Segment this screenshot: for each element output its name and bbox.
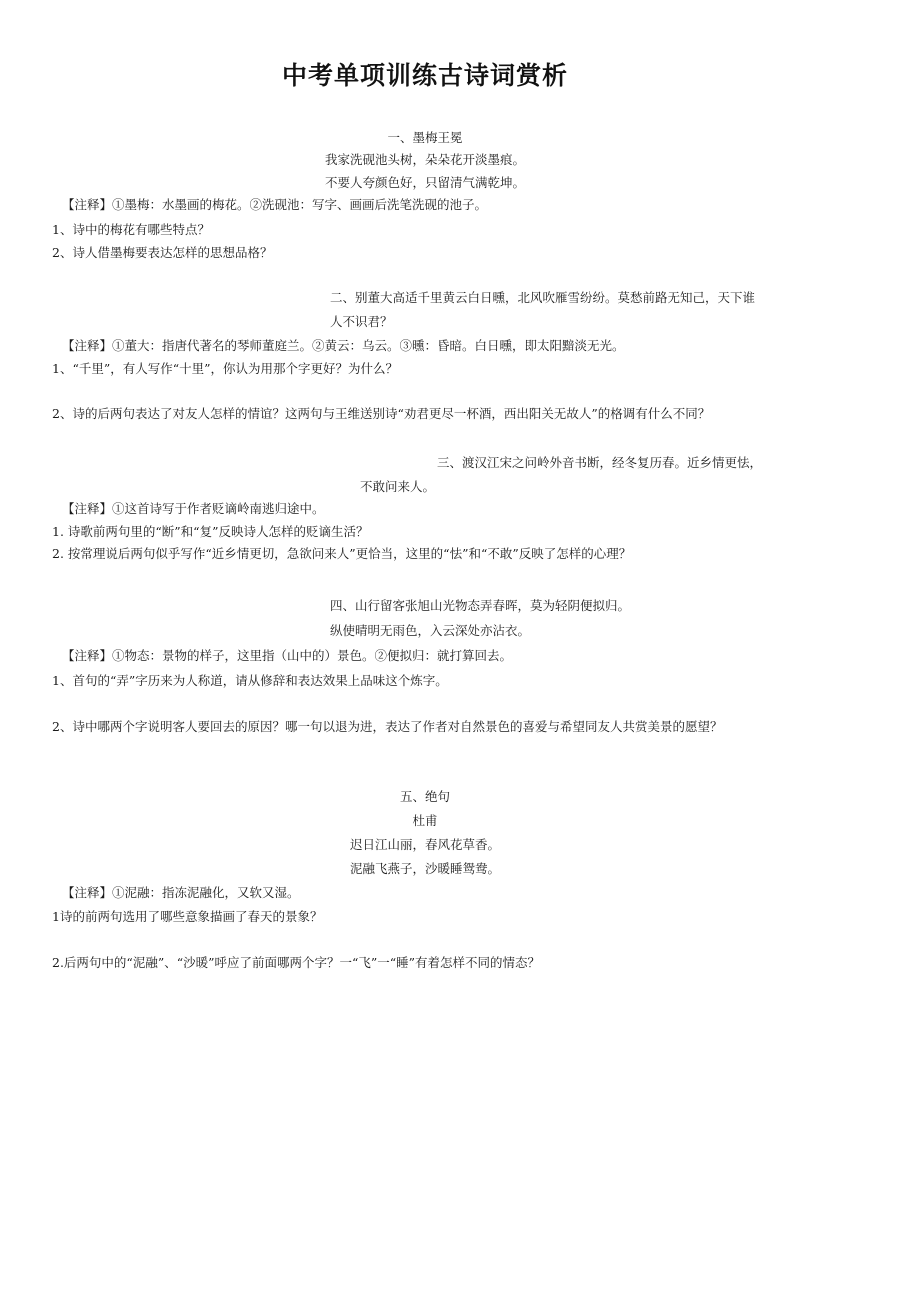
section-4-note: 【注释】①物态：景物的样子，这里指（山中的）景色。②便拟归：就打算回去。 <box>62 648 513 663</box>
section-5-poem-line: 泥融飞燕子，沙暖睡鸳鸯。 <box>349 861 500 876</box>
section-5-question-1: 1诗的前两句选用了哪些意象描画了春天的景象？ <box>52 909 323 924</box>
section-5-question-2: 2.后两句中的“泥融”、“沙暖”呼应了前面哪两个字？一“飞”一“睡”有着怎样不同的情态？ <box>52 955 541 970</box>
section-3-note: 【注释】①这首诗写于作者贬谪岭南逃归途中。 <box>62 501 325 516</box>
section-2-note: 【注释】①董大：指唐代著名的琴师董庭兰。②黄云：乌云。③曛：昏暗。白日曛，即太阳黯淡无光。 <box>62 338 625 353</box>
section-4-question-2: 2、诗中哪两个字说明客人要回去的原因？哪一句以退为进，表达了作者对自然景色的喜爱与希望同友人共赏美景的愿望？ <box>52 719 723 734</box>
section-2-question-2: 2、诗的后两句表达了对友人怎样的情谊？这两句与王维送别诗“劝君更尽一杯酒，西出阳关无故人”的格调有什么不同？ <box>52 406 711 421</box>
section-5-author: 杜甫 <box>412 813 438 828</box>
section-4-heading: 四、山行留客张旭山光物态弄春晖，莫为轻阴便拟归。 <box>330 598 631 613</box>
section-2-question-1: 1、“千里”，有人写作“十里”，你认为用那个字更好？为什么？ <box>52 361 399 376</box>
section-5-heading: 五、绝句 <box>399 789 450 804</box>
section-3-heading-cont: 不敢问来人。 <box>360 479 436 494</box>
section-4-poem-line: 纵使晴明无雨色，入云深处亦沾衣。 <box>330 623 531 638</box>
page-title: 中考单项训练古诗词赏析 <box>281 61 568 90</box>
section-4-question-1: 1、首句的“弄”字历来为人称道，请从修辞和表达效果上品味这个炼字。 <box>52 673 448 688</box>
section-5-poem-line: 迟日江山丽，春风花草香。 <box>349 837 500 852</box>
section-2-heading-cont: 人不识君？ <box>330 314 393 329</box>
section-1-heading: 一、墨梅王冕 <box>387 130 463 145</box>
section-1-poem-line: 不要人夸颜色好，只留清气满乾坤。 <box>324 175 525 190</box>
section-1-question-2: 2、诗人借墨梅要表达怎样的思想品格？ <box>52 245 273 260</box>
section-3-question-1: 1. 诗歌前两句里的“断”和“复”反映诗人怎样的贬谪生活？ <box>52 524 369 539</box>
section-1-note: 【注释】①墨梅：水墨画的梅花。②洗砚池：写字、画画后洗笔洗砚的池子。 <box>62 197 488 212</box>
section-2-heading: 二、别董大高适千里黄云白日曛，北风吹雁雪纷纷。莫愁前路无知己，天下谁 <box>330 290 756 305</box>
section-5-note: 【注释】①泥融：指冻泥融化，又软又湿。 <box>62 885 300 900</box>
section-3-question-2: 2. 按常理说后两句似乎写作“近乡情更切，急欲问来人”更恰当，这里的“怯”和“不敢”反映了怎样的心理？ <box>52 546 632 561</box>
section-3-heading: 三、渡汉江宋之问岭外音书断，经冬复历春。近乡情更怯， <box>437 455 763 470</box>
section-1-poem-line: 我家洗砚池头树，朵朵花开淡墨痕。 <box>324 152 525 167</box>
section-1-question-1: 1、诗中的梅花有哪些特点？ <box>52 222 210 237</box>
